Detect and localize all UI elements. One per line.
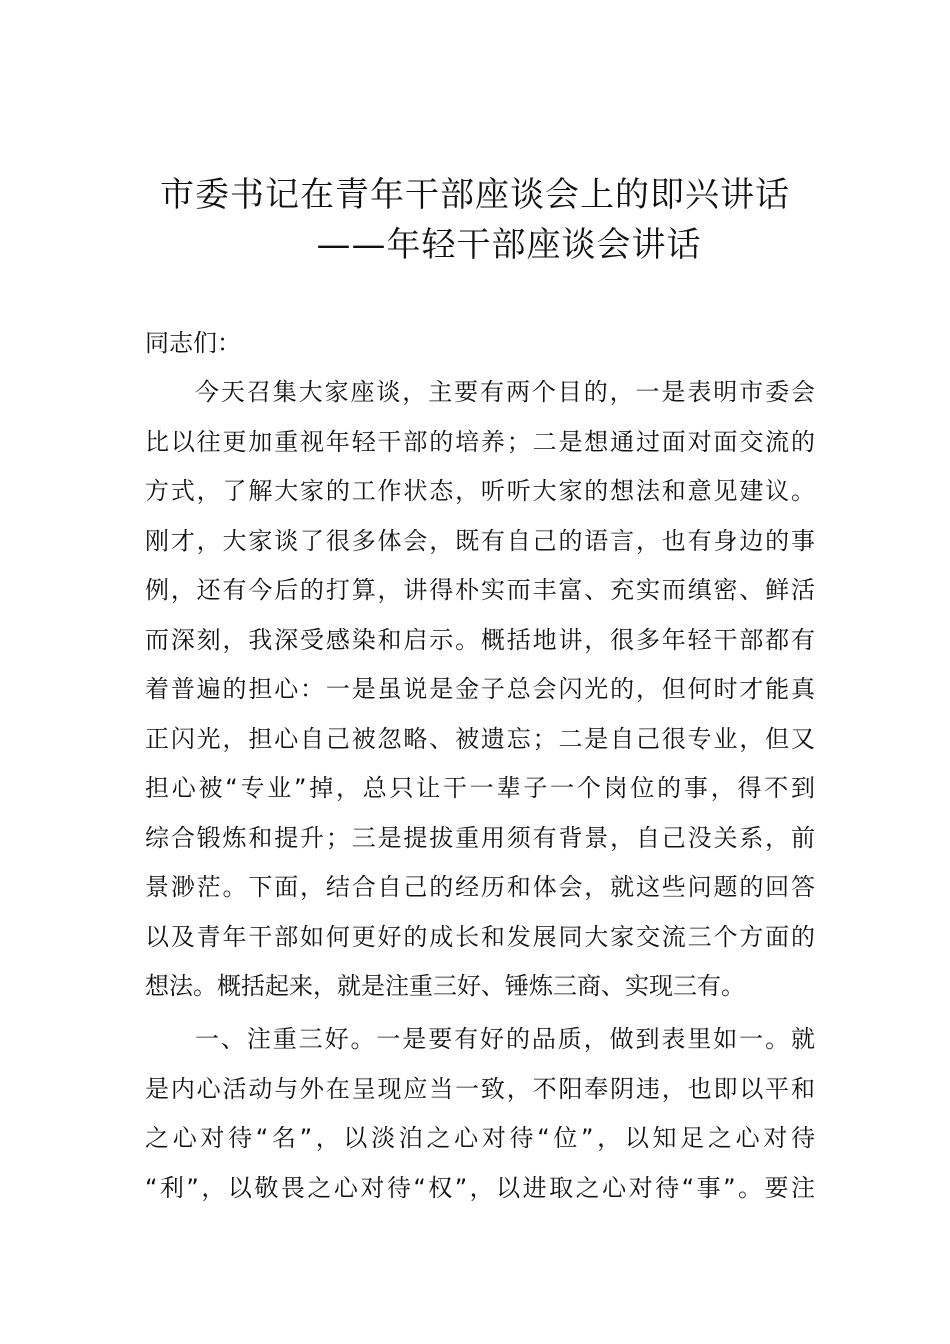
paragraph-line: 正闪光，担心自己被忽略、被遗忘；二是自己很专业，但又 xyxy=(145,724,815,753)
paragraph-line: 担心被“专业”掉，总只让干一辈子一个岗位的事，得不到 xyxy=(145,774,815,802)
paragraph-line: 刚才，大家谈了很多体会，既有自己的语言，也有身边的事 xyxy=(145,526,815,555)
paragraph-2 xyxy=(145,1015,815,1213)
paragraph-line: 例，还有今后的打算，讲得朴实而丰富、充实而缜密、鲜活 xyxy=(145,576,815,604)
paragraph-line: 方式，了解大家的工作状态，听听大家的想法和意见建议。 xyxy=(145,477,815,505)
paragraph-line: 今天召集大家座谈，主要有两个目的，一是表明市委会 xyxy=(195,378,815,406)
paragraph-line: 是内心活动与外在呈现应当一致，不阳奉阴违，也即以平和 xyxy=(145,1074,815,1103)
paragraph-line: “利”，以敬畏之心对待“权”，以进取之心对待“事”。要注 xyxy=(145,1173,815,1202)
document-subtitle: ——年轻干部座谈会讲话 xyxy=(316,225,702,265)
paragraph-line: 比以往更加重视年轻干部的培养；二是想通过面对面交流的 xyxy=(145,427,815,456)
paragraph-line: 一、注重三好。一是要有好的品质，做到表里如一。就 xyxy=(195,1025,815,1053)
paragraph-line: 想法。概括起来，就是注重三好、锤炼三商、实现三有。 xyxy=(145,972,745,1000)
salutation: 同志们： xyxy=(145,329,241,357)
paragraph-line: 之心对待“名”，以淡泊之心对待“位”，以知足之心对待 xyxy=(145,1124,815,1152)
paragraph-1 xyxy=(145,368,815,1012)
paragraph-line: 综合锻炼和提升；三是提拔重用须有背景，自己没关系，前 xyxy=(145,823,815,852)
paragraph-line: 景渺茫。下面，结合自己的经历和体会，就这些问题的回答 xyxy=(145,873,815,901)
paragraph-line: 着普遍的担心：一是虽说是金子总会闪光的，但何时才能真 xyxy=(145,675,815,703)
document-title: 市委书记在青年干部座谈会上的即兴讲话 xyxy=(160,175,790,215)
paragraph-line: 以及青年干部如何更好的成长和发展同大家交流三个方面的 xyxy=(145,922,815,951)
paragraph-line: 而深刻，我深受感染和启示。概括地讲，很多年轻干部都有 xyxy=(145,625,815,654)
